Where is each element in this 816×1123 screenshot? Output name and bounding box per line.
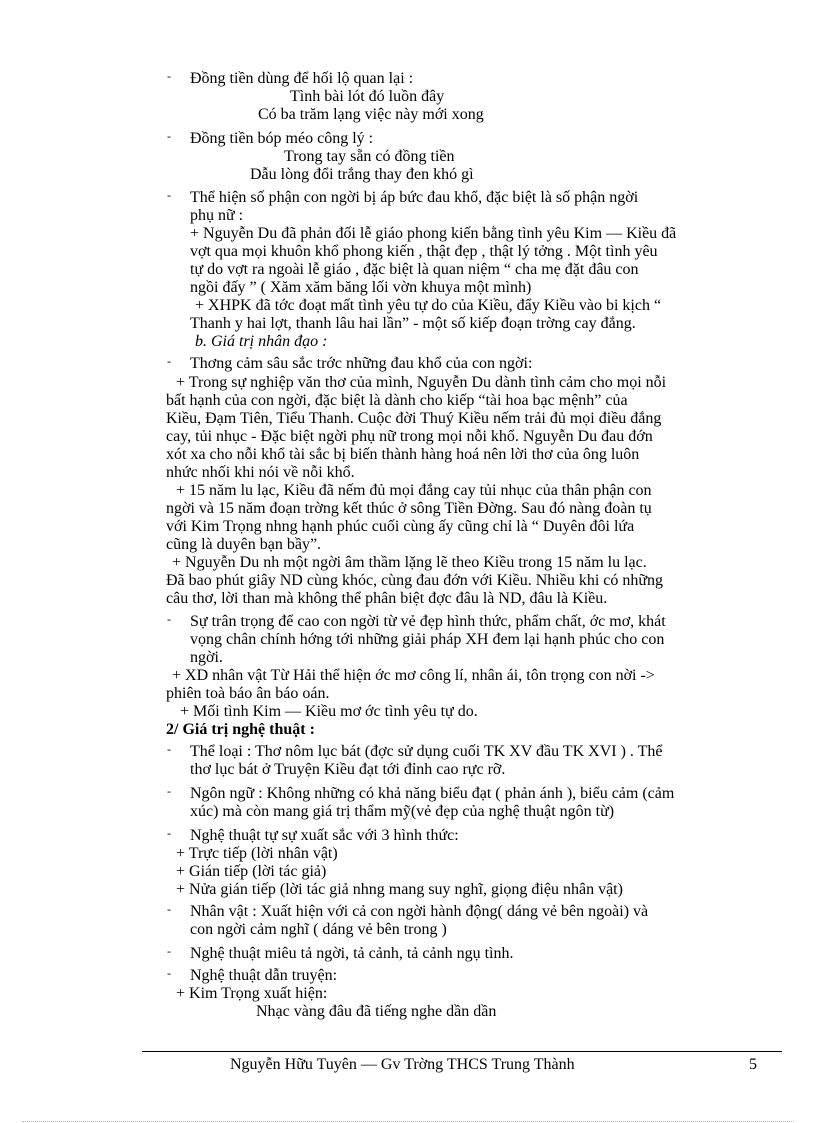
text-line: + Trực tiếp (lời nhân vật) [176, 845, 338, 862]
text-line: + Nguyễn Du đã phản đối lễ giáo phong kiến bằng tình yêu Kim — Kiều đã [190, 225, 677, 242]
text-line: + Kim Trọng xuất hiện: [176, 985, 328, 1002]
text-line: Nghệ thuật dẫn truyện: [190, 967, 338, 984]
text-line: Nghệ thuật miêu tả ngời, tả cảnh, tả cảnh ngụ tình. [190, 945, 514, 962]
page-number: 5 [749, 1056, 757, 1073]
bullet-dash: - [167, 69, 171, 83]
bullet-dash: - [167, 784, 171, 798]
bullet-dash: - [167, 612, 171, 626]
text-line: cay, tủi nhục - Đặc biệt ngời phụ nữ trong mọi nỗi khổ. Nguyễn Du đau đớn [166, 428, 653, 445]
bullet-dash: - [167, 354, 171, 368]
text-line: ngời. [190, 649, 223, 666]
section-heading: 2/ Giá trị nghệ thuật : [166, 721, 315, 738]
text-line: + Trong sự nghiệp văn thơ của mình, Nguyễn Du dành tình cảm cho mọi nỗi [176, 374, 667, 391]
bullet-dash: - [167, 826, 171, 840]
text-line: tự do vợt ra ngoài lễ giáo , đặc biệt là quan niệm “ cha mẹ đặt đâu con [190, 261, 639, 278]
footer-rule [142, 1051, 782, 1052]
text-line: Thể loại : Thơ nôm lục bát (đợc sử dụng cuối TK XV đầu TK XVI ) . Thể [190, 743, 663, 760]
bullet-dash: - [167, 966, 171, 980]
text-line: + 15 năm lu lạc, Kiều đã nếm đủ mọi đắng cay tủi nhục của thân phận con [176, 482, 652, 499]
text-line: xót xa cho nỗi khổ tài sắc bị biến thành hàng hoá nên lời thơ của ông luôn [166, 446, 640, 463]
text-line: + XHPK đã tớc đoạt mất tình yêu tự do của Kiều, đẩy Kiều vào bi kịch “ [195, 297, 662, 314]
footer-author: Nguyễn Hữu Tuyên — Gv Trờng THCS Trung Thành [230, 1056, 575, 1073]
text-line: Nhạc vàng đâu đã tiếng nghe dần dần [256, 1003, 497, 1020]
text-line: câu thơ, lời than mà không thể phân biệt đợc đâu là ND, đâu là Kiều. [166, 590, 608, 607]
text-line: Nghệ thuật tự sự xuất sắc với 3 hình thức: [190, 827, 459, 844]
text-line: Đồng tiền dùng để hối lộ quan lại : [190, 70, 414, 87]
text-line: Dẫu lòng đổi trắng thay đen khó gì [250, 166, 474, 183]
text-line: phụ nữ : [190, 207, 244, 224]
text-line: với Kim Trọng nhng hạnh phúc cuối cùng ấy cũng chỉ là “ Duyên đôi lứa [166, 518, 635, 535]
bullet-dash: - [167, 902, 171, 916]
text-line: + XD nhân vật Từ Hải thể hiện ớc mơ công lí, nhân ái, tôn trọng con nời -> [172, 667, 655, 684]
text-line: vọng chân chính hớng tới những giải pháp XH đem lại hạnh phúc cho con [190, 631, 665, 648]
text-line: thơ lục bát ở Truyện Kiều đạt tới đỉnh cao rực rỡ. [190, 761, 506, 778]
text-line: + Nửa gián tiếp (lời tác giả nhng mang suy nghĩ, giọng điệu nhân vật) [176, 881, 623, 898]
text-line: bất hạnh của con ngời, đặc biệt là dành cho kiếp “tài hoa bạc mệnh” của [166, 392, 628, 409]
text-line: + Nguyễn Du nh một ngời âm thầm lặng lẽ theo Kiều trong 15 năm lu lạc. [172, 554, 647, 571]
text-line: Nhân vật : Xuất hiện với cả con ngời hành động( dáng vẻ bên ngoài) và [190, 903, 649, 920]
text-line: con ngời cảm nghĩ ( dáng vẻ bên trong ) [190, 921, 447, 938]
text-line: Trong tay sẵn có đồng tiền [284, 148, 455, 165]
text-line: + Mối tình Kim — Kiều mơ ớc tình yêu tự do. [180, 703, 478, 720]
page-edge [22, 1121, 794, 1122]
text-line: cũng là duyên bạn bầy”. [166, 536, 322, 553]
bullet-dash: - [167, 188, 171, 202]
text-line: Sự trân trọng để cao con ngời từ vẻ đẹp hình thức, phẩm chất, ớc mơ, khát [190, 613, 666, 630]
text-line: xúc) mà còn mang giá trị thẩm mỹ(vẻ đẹp của nghệ thuật ngôn từ) [190, 803, 615, 820]
text-line: Đồng tiền bóp méo công lý : [190, 130, 374, 147]
text-line: nhức nhối khi nói về nỗi khổ. [166, 464, 355, 481]
text-line: Có ba trăm lạng việc này mới xong [258, 106, 484, 123]
text-line: Thơng cảm sâu sắc trớc những đau khổ của con ngời: [190, 355, 533, 372]
text-line: + Gián tiếp (lời tác giả) [176, 863, 327, 880]
subsection-heading: b. Giá trị nhân đạo : [195, 333, 328, 350]
text-line: ngời và 15 năm đoạn trờng kết thúc ở sông Tiền Đờng. Sau đó nàng đoàn tụ [166, 500, 652, 517]
text-line: Tình bài lót đó luồn đây [290, 88, 445, 105]
text-line: phiên toà báo ân báo oán. [166, 685, 330, 702]
bullet-dash: - [167, 944, 171, 958]
text-line: vợt qua mọi khuôn khổ phong kiến , thật đẹp , thật lý tởng . Một tình yêu [190, 243, 658, 260]
text-line: Đã bao phút giây ND cùng khóc, cùng đau đớn với Kiều. Nhiều khi có những [166, 572, 664, 589]
text-line: Thể hiện số phận con ngời bị áp bức đau khổ, đặc biệt là số phận ngời [190, 189, 639, 206]
text-line: Ngôn ngữ : Không những có khả năng biểu đạt ( phản ánh ), biểu cảm (cảm [190, 785, 675, 802]
text-line: Kiều, Đạm Tiên, Tiểu Thanh. Cuộc đời Thuý Kiều nếm trải đủ mọi điều đắng [166, 410, 662, 427]
text-line: Thanh y hai lợt, thanh lâu hai lần” - một số kiếp đoạn trờng cay đắng. [190, 315, 636, 332]
bullet-dash: - [167, 742, 171, 756]
bullet-dash: - [167, 129, 171, 143]
text-line: ngồi đấy ” ( Xăm xăm băng lối vờn khuya một mình) [190, 279, 532, 296]
